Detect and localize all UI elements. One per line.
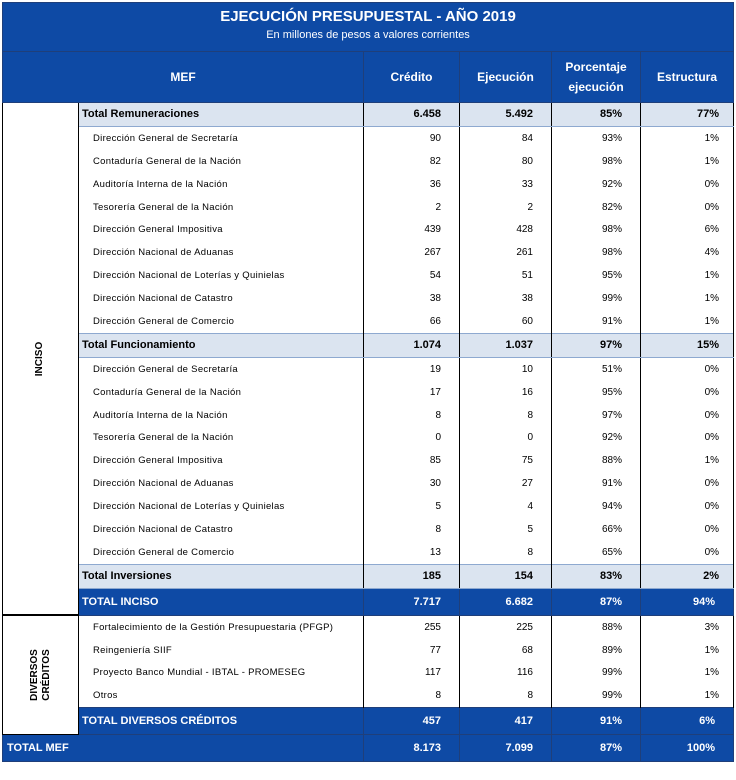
value-estructura: 0%	[641, 495, 734, 518]
value-credito: 54	[364, 264, 460, 287]
col-header-ejecucion: Ejecución	[460, 52, 552, 103]
value-credito: 30	[364, 472, 460, 495]
value-ejecucion: 33	[460, 173, 552, 196]
value-estructura: 0%	[641, 381, 734, 404]
total-remuneraciones-row	[3, 103, 734, 127]
table-row	[3, 357, 734, 380]
row-label: Tesorería General de la Nación	[79, 196, 364, 219]
row-label: Dirección Nacional de Aduanas	[79, 241, 364, 264]
row-label: Contaduría General de la Nación	[79, 150, 364, 173]
value-estructura: 0%	[641, 357, 734, 380]
value-porcentaje: 98%	[552, 218, 641, 241]
table-row	[3, 404, 734, 427]
value-ejecucion: 116	[460, 661, 552, 684]
value-ejecucion: 4	[460, 495, 552, 518]
table-row	[3, 615, 734, 638]
value-ejecucion: 75	[460, 449, 552, 472]
table-row	[3, 264, 734, 287]
row-label: Total Remuneraciones	[79, 103, 364, 127]
value-credito: 185	[364, 564, 460, 588]
value-credito: 8	[364, 518, 460, 541]
row-label: Auditoría Interna de la Nación	[79, 173, 364, 196]
row-label: Fortalecimiento de la Gestión Presupuestaria (PFGP)	[79, 615, 364, 638]
value-porcentaje: 87%	[552, 735, 641, 762]
value-credito: 6.458	[364, 103, 460, 127]
col-header-mef: MEF	[3, 52, 364, 103]
row-label: Dirección Nacional de Loterías y Quinielas	[79, 264, 364, 287]
value-porcentaje: 91%	[552, 708, 641, 735]
budget-table-container	[2, 2, 733, 762]
value-ejecucion: 6.682	[460, 588, 552, 615]
value-ejecucion: 8	[460, 541, 552, 564]
value-ejecucion: 8	[460, 404, 552, 427]
row-label: Auditoría Interna de la Nación	[79, 404, 364, 427]
value-credito: 5	[364, 495, 460, 518]
value-ejecucion: 7.099	[460, 735, 552, 762]
total-mef-row	[3, 735, 734, 762]
value-ejecucion: 16	[460, 381, 552, 404]
value-porcentaje: 99%	[552, 287, 641, 310]
table-row	[3, 241, 734, 264]
value-ejecucion: 38	[460, 287, 552, 310]
value-credito: 66	[364, 310, 460, 333]
column-header-row	[3, 52, 734, 103]
value-estructura: 1%	[641, 126, 734, 149]
value-ejecucion: 261	[460, 241, 552, 264]
row-label: Contaduría General de la Nación	[79, 381, 364, 404]
value-estructura: 0%	[641, 541, 734, 564]
value-estructura: 0%	[641, 426, 734, 449]
table-row	[3, 196, 734, 219]
value-credito: 255	[364, 615, 460, 638]
value-credito: 7.717	[364, 588, 460, 615]
value-estructura: 15%	[641, 333, 734, 357]
value-ejecucion: 2	[460, 196, 552, 219]
value-estructura: 0%	[641, 518, 734, 541]
row-label: Dirección Nacional de Aduanas	[79, 472, 364, 495]
value-credito: 90	[364, 126, 460, 149]
table-row	[3, 684, 734, 707]
total-funcionamiento-row	[3, 333, 734, 357]
row-label: Proyecto Banco Mundial - IBTAL - PROMESEG	[79, 661, 364, 684]
value-porcentaje: 95%	[552, 381, 641, 404]
value-estructura: 1%	[641, 287, 734, 310]
value-credito: 8.173	[364, 735, 460, 762]
value-ejecucion: 60	[460, 310, 552, 333]
value-ejecucion: 154	[460, 564, 552, 588]
value-porcentaje: 92%	[552, 173, 641, 196]
value-estructura: 0%	[641, 472, 734, 495]
col-header-estructura: Estructura	[641, 52, 734, 103]
title-row	[3, 3, 734, 30]
value-credito: 117	[364, 661, 460, 684]
col-header-porcentaje-line1: Porcentaje	[565, 60, 627, 74]
value-porcentaje: 98%	[552, 150, 641, 173]
value-estructura: 3%	[641, 615, 734, 638]
row-label: Dirección General de Secretaría	[79, 357, 364, 380]
row-label: Otros	[79, 684, 364, 707]
budget-execution-table	[2, 2, 734, 762]
table-row	[3, 150, 734, 173]
value-ejecucion: 0	[460, 426, 552, 449]
side-label-diversos-line: DIVERSOS	[28, 649, 40, 702]
value-porcentaje: 82%	[552, 196, 641, 219]
row-label: Dirección General Impositiva	[79, 218, 364, 241]
value-credito: 36	[364, 173, 460, 196]
value-porcentaje: 93%	[552, 126, 641, 149]
value-credito: 82	[364, 150, 460, 173]
value-estructura: 94%	[641, 588, 734, 615]
value-estructura: 6%	[641, 218, 734, 241]
value-ejecucion: 428	[460, 218, 552, 241]
value-ejecucion: 8	[460, 684, 552, 707]
value-porcentaje: 99%	[552, 684, 641, 707]
value-porcentaje: 97%	[552, 333, 641, 357]
table-row	[3, 661, 734, 684]
value-credito: 267	[364, 241, 460, 264]
value-porcentaje: 87%	[552, 588, 641, 615]
value-porcentaje: 88%	[552, 615, 641, 638]
side-label-inciso	[3, 103, 79, 616]
row-label: Dirección Nacional de Loterías y Quinielas	[79, 495, 364, 518]
value-credito: 13	[364, 541, 460, 564]
table-row	[3, 310, 734, 333]
value-ejecucion: 84	[460, 126, 552, 149]
total-inciso-row	[3, 588, 734, 615]
table-row	[3, 495, 734, 518]
value-porcentaje: 92%	[552, 426, 641, 449]
total-diversos-row	[3, 708, 734, 735]
row-label: Dirección General de Secretaría	[79, 126, 364, 149]
table-row	[3, 541, 734, 564]
side-label-inciso-text	[34, 342, 46, 376]
value-porcentaje: 91%	[552, 310, 641, 333]
value-estructura: 1%	[641, 150, 734, 173]
value-porcentaje: 85%	[552, 103, 641, 127]
value-ejecucion: 1.037	[460, 333, 552, 357]
table-row	[3, 518, 734, 541]
value-ejecucion: 417	[460, 708, 552, 735]
value-porcentaje: 91%	[552, 472, 641, 495]
value-porcentaje: 95%	[552, 264, 641, 287]
row-label: TOTAL INCISO	[79, 588, 364, 615]
value-estructura: 100%	[641, 735, 734, 762]
value-porcentaje: 51%	[552, 357, 641, 380]
row-label: Total Funcionamiento	[79, 333, 364, 357]
value-credito: 8	[364, 404, 460, 427]
value-credito: 77	[364, 639, 460, 662]
subtitle-row	[3, 29, 734, 52]
value-ejecucion: 5	[460, 518, 552, 541]
value-porcentaje: 97%	[552, 404, 641, 427]
col-header-porcentaje	[552, 52, 641, 103]
side-label-diversos-text	[29, 649, 53, 701]
table-body	[3, 3, 734, 762]
row-label: Tesorería General de la Nación	[79, 426, 364, 449]
row-label: Dirección Nacional de Catastro	[79, 518, 364, 541]
value-porcentaje: 66%	[552, 518, 641, 541]
value-porcentaje: 98%	[552, 241, 641, 264]
value-porcentaje: 88%	[552, 449, 641, 472]
table-row	[3, 449, 734, 472]
value-ejecucion: 5.492	[460, 103, 552, 127]
row-label: Dirección Nacional de Catastro	[79, 287, 364, 310]
table-row	[3, 472, 734, 495]
value-credito: 439	[364, 218, 460, 241]
value-estructura: 0%	[641, 196, 734, 219]
total-mef-label: TOTAL MEF	[3, 735, 364, 762]
table-row	[3, 173, 734, 196]
row-label: Dirección General de Comercio	[79, 541, 364, 564]
side-label-inciso-line: INCISO	[34, 341, 46, 377]
value-estructura: 4%	[641, 241, 734, 264]
value-estructura: 1%	[641, 661, 734, 684]
table-title: EJECUCIÓN PRESUPUESTAL - AÑO 2019	[3, 3, 734, 30]
value-ejecucion: 10	[460, 357, 552, 380]
row-label: Dirección General Impositiva	[79, 449, 364, 472]
value-porcentaje: 83%	[552, 564, 641, 588]
value-credito: 19	[364, 357, 460, 380]
col-header-credito: Crédito	[364, 52, 460, 103]
table-row	[3, 287, 734, 310]
value-ejecucion: 80	[460, 150, 552, 173]
value-credito: 17	[364, 381, 460, 404]
row-label: Total Inversiones	[79, 564, 364, 588]
value-estructura: 1%	[641, 684, 734, 707]
value-ejecucion: 27	[460, 472, 552, 495]
value-credito: 1.074	[364, 333, 460, 357]
table-row	[3, 218, 734, 241]
side-label-diversos	[3, 615, 79, 735]
value-ejecucion: 225	[460, 615, 552, 638]
value-porcentaje: 89%	[552, 639, 641, 662]
value-estructura: 1%	[641, 449, 734, 472]
total-inversiones-row	[3, 564, 734, 588]
value-estructura: 2%	[641, 564, 734, 588]
row-label: TOTAL DIVERSOS CRÉDITOS	[79, 708, 364, 735]
table-row	[3, 381, 734, 404]
col-header-porcentaje-line2: ejecución	[568, 80, 624, 94]
value-porcentaje: 65%	[552, 541, 641, 564]
value-porcentaje: 99%	[552, 661, 641, 684]
value-estructura: 0%	[641, 173, 734, 196]
value-estructura: 1%	[641, 310, 734, 333]
value-estructura: 6%	[641, 708, 734, 735]
value-estructura: 77%	[641, 103, 734, 127]
row-label: Dirección General de Comercio	[79, 310, 364, 333]
value-ejecucion: 68	[460, 639, 552, 662]
value-porcentaje: 94%	[552, 495, 641, 518]
value-ejecucion: 51	[460, 264, 552, 287]
side-label-diversos-line: CRÉDITOS	[40, 649, 52, 701]
value-credito: 457	[364, 708, 460, 735]
value-estructura: 1%	[641, 639, 734, 662]
table-row	[3, 126, 734, 149]
table-row	[3, 426, 734, 449]
value-credito: 2	[364, 196, 460, 219]
value-credito: 38	[364, 287, 460, 310]
row-label: Reingeniería SIIF	[79, 639, 364, 662]
value-estructura: 1%	[641, 264, 734, 287]
table-row	[3, 639, 734, 662]
value-credito: 85	[364, 449, 460, 472]
value-credito: 0	[364, 426, 460, 449]
value-estructura: 0%	[641, 404, 734, 427]
table-subtitle: En millones de pesos a valores corrientes	[3, 29, 734, 52]
value-credito: 8	[364, 684, 460, 707]
